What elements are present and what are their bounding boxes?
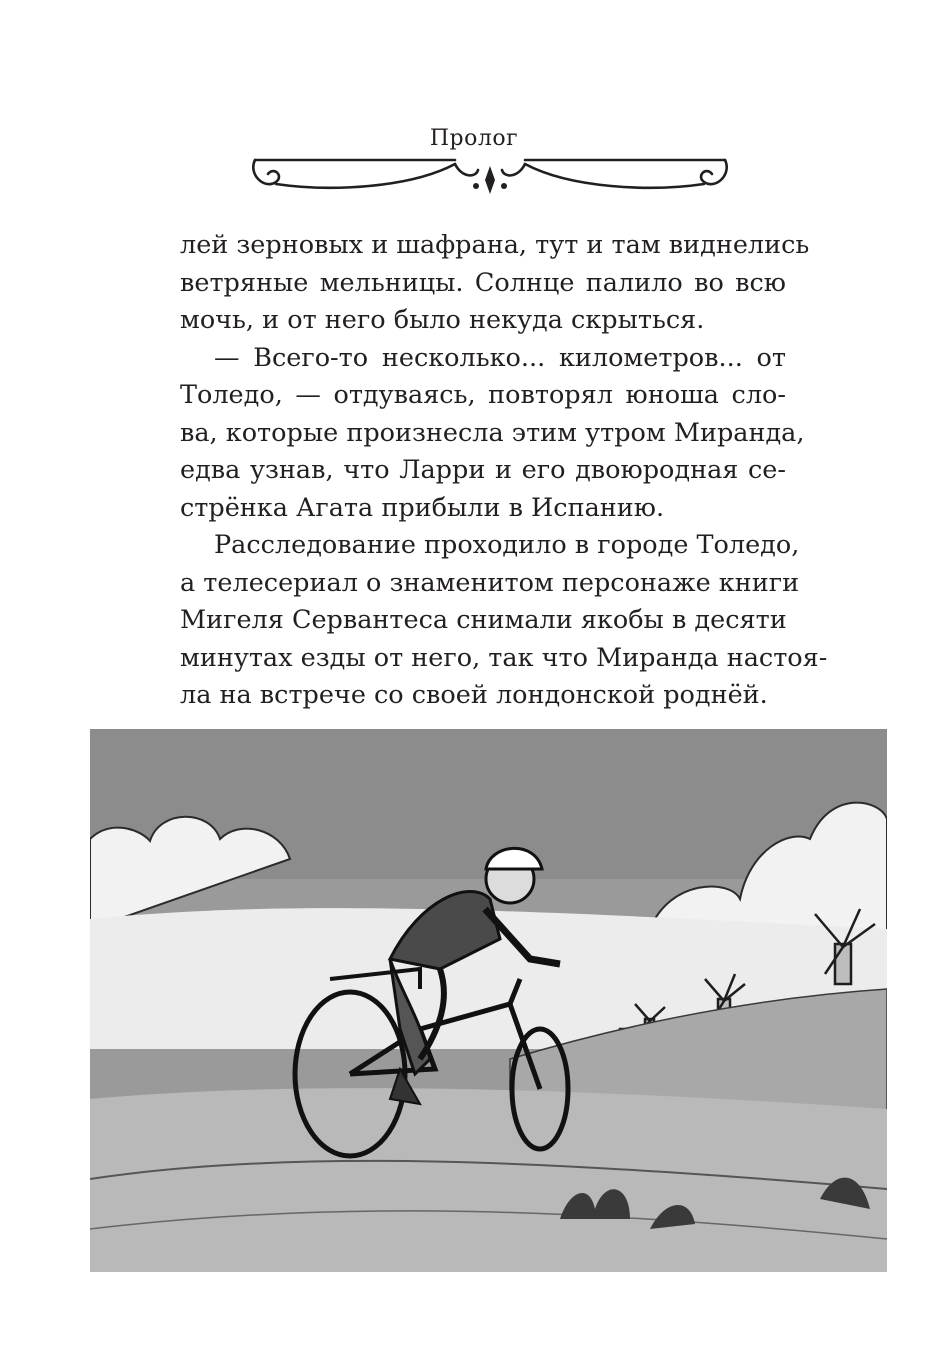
illustration-cyclist-windmills bbox=[90, 729, 887, 1272]
text-line: мочь, и от него было некуда скрыться. bbox=[180, 305, 705, 335]
text-line: минутах езды от него, так что Миранда настоя- bbox=[180, 642, 828, 673]
text-line: Толедо, — отдуваясь, повторял юноша сло- bbox=[180, 380, 786, 410]
body-text bbox=[180, 227, 828, 715]
text-line: стрёнка Агата прибыли в Испанию. bbox=[180, 492, 665, 523]
ornament-divider bbox=[250, 154, 730, 204]
running-title: Пролог bbox=[429, 126, 519, 151]
text-line: Расследование проходило в городе Толедо, bbox=[214, 530, 800, 560]
text-line: ва, которые произнесла этим утром Миранда, bbox=[180, 417, 805, 448]
text-line: лей зерновых и шафрана, тут и там виднелись bbox=[180, 230, 810, 260]
text-line: ветряные мельницы. Солнце палило во всю bbox=[180, 267, 786, 298]
text-line: Мигеля Сервантеса снимали якобы в десяти bbox=[180, 605, 787, 635]
text-line: ла на встрече со своей лондонской роднёй. bbox=[180, 680, 768, 710]
text-line: — Всего-то несколько... километров... от bbox=[214, 342, 786, 373]
text-line: едва узнав, что Ларри и его двоюродная се- bbox=[180, 455, 786, 485]
text-line: а телесериал о знаменитом персонаже книги bbox=[180, 567, 800, 598]
